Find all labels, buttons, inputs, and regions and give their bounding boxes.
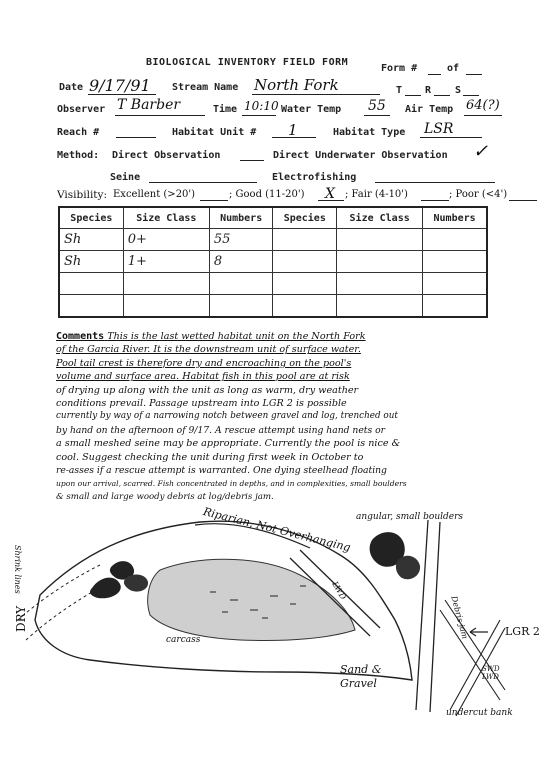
swd-lwd-label: SWD LWD	[482, 665, 500, 681]
visibility-label: Visibility:	[57, 189, 107, 201]
date-label: Date	[59, 82, 84, 93]
habitat-type-label: Habitat Type	[333, 127, 406, 138]
time-value: 10:10	[244, 99, 279, 113]
comment-line-5: conditions prevail. Passage upstream into LGR 2 is possible	[56, 398, 347, 410]
table-cell	[273, 251, 337, 273]
stream-name-line	[252, 94, 380, 95]
comment-line-4: of drying up along with the unit as long as warm, dry weather	[56, 384, 359, 396]
col-numbers-2: Numbers	[423, 207, 487, 229]
visibility-good: ; Good (11-20')	[229, 189, 305, 200]
water-temp-value: 55	[368, 98, 386, 114]
col-species-2: Species	[273, 207, 337, 229]
comment-line-2: Pool tail crest is therefore dry and encroaching on the pool's	[56, 357, 352, 369]
bank-log	[416, 520, 440, 712]
table-cell: 8	[209, 251, 273, 273]
direct-underwater-check: ✓	[473, 141, 489, 162]
form-number-blank	[428, 74, 441, 75]
observer-value: T Barber	[117, 97, 181, 113]
table-cell	[59, 273, 123, 295]
method-label: Method:	[57, 150, 100, 161]
table-cell	[423, 251, 487, 273]
boulder-shape	[124, 575, 148, 592]
section-blank	[463, 95, 479, 96]
comment-line-1: of the Garcia River. It is the downstream unit of surface water.	[56, 344, 361, 356]
angular-boulders-label: angular, small boulders	[356, 512, 463, 522]
sand-gravel-label: Sand & Gravel	[340, 663, 382, 690]
comment-line-3: volume and surface area. Habitat fish in this pool are at risk	[56, 371, 350, 383]
comments-block	[56, 330, 504, 504]
visibility-good-blank	[318, 200, 344, 201]
visibility-fair: ; Fair (4-10')	[345, 189, 408, 200]
habitat-unit-label: Habitat Unit #	[172, 127, 257, 138]
time-line	[242, 115, 276, 116]
comment-line-6: currently by way of a narrowing notch between gravel and log, trenched out	[56, 411, 398, 422]
visibility-fair-blank	[421, 200, 449, 201]
form-number-label: Form #	[381, 63, 418, 74]
table-cell	[423, 295, 487, 318]
table-cell	[209, 273, 273, 295]
carcass-label: carcass	[166, 635, 201, 645]
seine-line	[149, 182, 257, 183]
observer-label: Observer	[57, 104, 106, 115]
table-cell	[423, 273, 487, 295]
lwd-label: LWD	[330, 580, 348, 602]
date-value: 9/17/91	[89, 76, 151, 95]
comment-text: This is the last wetted habitat unit on the North Fork	[107, 331, 366, 342]
township-label: T	[396, 85, 403, 96]
table-cell: 0+	[123, 229, 209, 251]
table-cell	[337, 273, 423, 295]
deep-pool-shading	[148, 559, 355, 640]
shrink-lines	[18, 565, 110, 640]
direct-observation-blank	[240, 160, 264, 161]
visibility-poor-blank	[509, 200, 537, 201]
table-cell: 55	[209, 229, 273, 251]
electrofishing-label: Electrofishing	[272, 172, 357, 183]
table-header-row	[59, 207, 487, 229]
stream-name-value: North Fork	[254, 76, 339, 94]
table-cell	[337, 251, 423, 273]
table-cell: Sh	[59, 229, 123, 251]
seine-label: Seine	[110, 172, 141, 183]
table-cell	[423, 229, 487, 251]
township-blank	[405, 95, 421, 96]
table-cell	[273, 295, 337, 318]
comment-line-11: upon our arrival, scarred. Fish concentrated in depths, and in complexities, small boulders	[56, 479, 407, 489]
table-cell	[273, 273, 337, 295]
table-cell	[59, 295, 123, 318]
table-cell: 1+	[123, 251, 209, 273]
table-cell	[209, 295, 273, 318]
visibility-excellent-blank	[200, 200, 228, 201]
col-size-class-1: Size Class	[123, 207, 209, 229]
riparian-label: Riparian, Not Overhanging	[201, 505, 352, 555]
air-temp-line	[464, 115, 502, 116]
table-cell	[123, 295, 209, 318]
habitat-type-value: LSR	[424, 121, 454, 137]
comment-line-0	[56, 330, 504, 343]
visibility-poor: ; Poor (<4')	[449, 189, 508, 200]
direct-observation-label: Direct Observation	[112, 150, 221, 161]
lgr2-label: LGR 2	[505, 625, 540, 638]
comment-line-7: by hand on the afternoon of 9/17. A rescue attempt using hand nets or	[56, 424, 386, 436]
table-row	[59, 273, 487, 295]
table-cell	[273, 229, 337, 251]
table-cell	[337, 295, 423, 318]
electrofishing-line	[375, 182, 495, 183]
debris-jam	[440, 600, 505, 716]
boulder-shape	[90, 578, 121, 599]
comment-line-8: a small meshed seine may be appropriate. Currently the pool is nice &	[56, 438, 401, 450]
habitat-unit-line	[272, 137, 316, 138]
water-temp-line	[364, 115, 390, 116]
table-cell	[123, 273, 209, 295]
reach-label: Reach #	[57, 127, 100, 138]
air-temp-label: Air Temp	[405, 104, 454, 115]
comments-label: Comments	[56, 331, 105, 342]
section-label: S	[455, 85, 462, 96]
form-of-blank	[466, 74, 482, 75]
table-row	[59, 251, 487, 273]
form-of-label: of	[447, 63, 460, 74]
form-title: BIOLOGICAL INVENTORY FIELD FORM	[146, 57, 349, 68]
visibility-good-mark: X	[325, 186, 335, 202]
comment-line-10: re-asses if a rescue attempt is warranted. One dying steelhead floating	[56, 465, 387, 477]
comment-line-12: & small and large woody debris at log/debris jam.	[56, 491, 274, 502]
water-temp-label: Water Temp	[281, 104, 342, 115]
species-table	[58, 206, 488, 318]
table-row	[59, 295, 487, 318]
undercut-bank-label: undercut bank	[446, 708, 513, 718]
time-label: Time	[213, 104, 238, 115]
air-temp-value: 64(?)	[466, 98, 500, 113]
col-species-1: Species	[59, 207, 123, 229]
direct-underwater-label: Direct Underwater Observation	[273, 150, 448, 161]
visibility-excellent: Excellent (>20')	[113, 189, 196, 200]
range-label: R	[425, 85, 432, 96]
habitat-type-line	[420, 137, 482, 138]
table-row	[59, 229, 487, 251]
habitat-unit-value: 1	[288, 121, 298, 139]
col-numbers-1: Numbers	[209, 207, 273, 229]
reach-line	[116, 137, 156, 138]
col-size-class-2: Size Class	[337, 207, 423, 229]
shrink-lines-label: Shrink lines	[13, 545, 22, 594]
range-blank	[434, 95, 450, 96]
stream-name-label: Stream Name	[172, 82, 239, 93]
dry-label: DRY	[14, 605, 28, 632]
debris-jam-label: Debris jam	[449, 595, 470, 640]
table-cell	[337, 229, 423, 251]
date-line	[88, 94, 156, 95]
table-cell: Sh	[59, 251, 123, 273]
observer-line	[115, 115, 205, 116]
angular-boulder	[396, 556, 420, 580]
comment-line-9: cool. Suggest checking the unit during first week in October to	[56, 451, 364, 463]
